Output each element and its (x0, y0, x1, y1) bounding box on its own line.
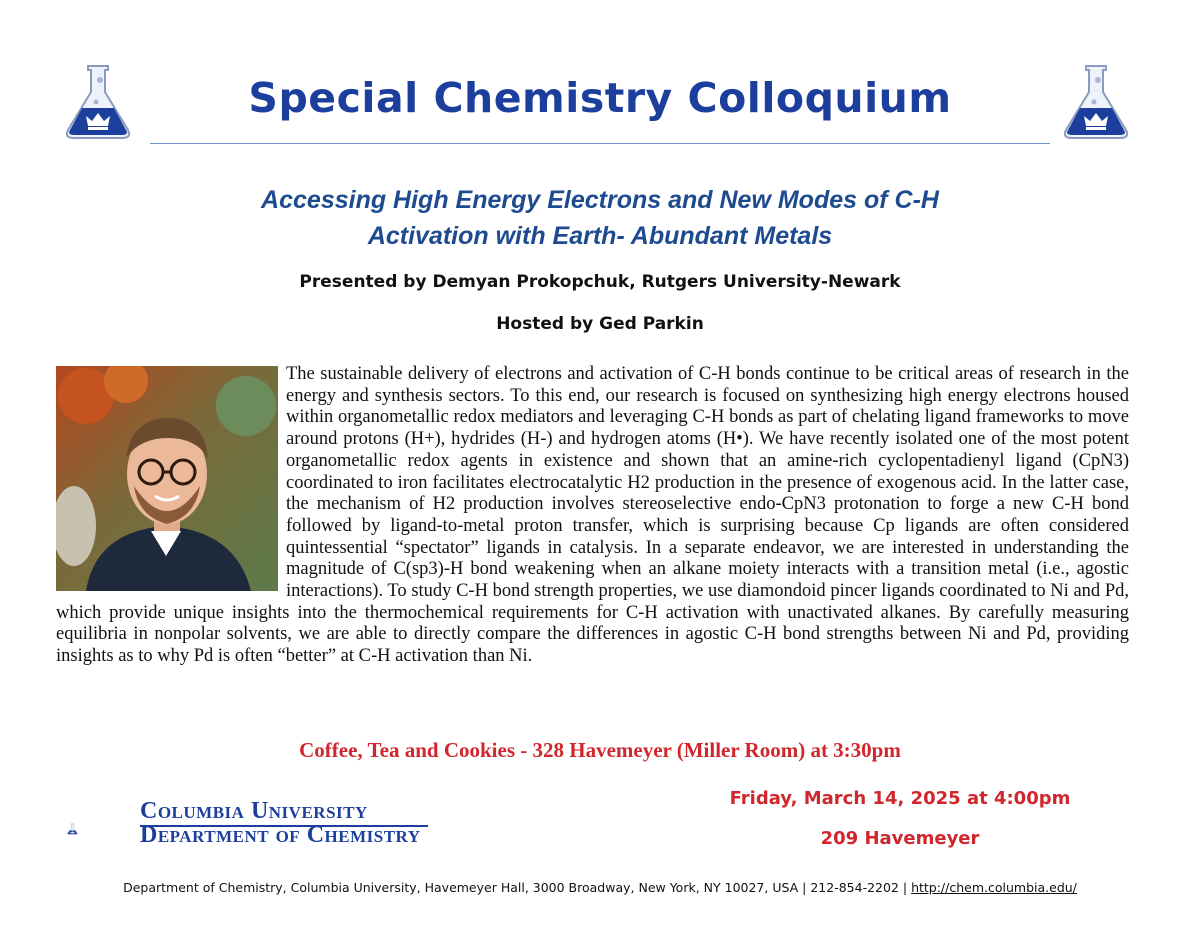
abstract-text: The sustainable delivery of electrons and activation of C-H bonds continue to be critical areas of research in the energy and synthesis sectors. To this end, our research is focused on synthesizing high energy electrons housed within organometallic redox mediators and leveraging C-H bonds as part of chelating ligand frameworks to move around protons (H+), hydrides (H-) and hydrogen atoms (H•). We have recently isolated one of the most potent organometallic redox agents in existence and shown that an amine-rich cyclopentadienyl ligand (CpN3) coordinated to iron facilitates electrocatalytic H2 production in the presence of exogenous acid. In the latter case, the mechanism of H2 production involves stereoselective endo-CpN3 protonation to forge a new C-H bond followed by ligand-to-metal proton transfer, which is surprising because Cp ligands are often considered quintessential “spectator” ligands in catalysis. In a separate endeavor, we are interested in understanding the magnitude of C(sp3)-H bond weakening when an alkane moiety interacts with a transition metal (i.e., agostic interactions). To study C-H bond strength properties, we use diamondoid pincer ligands coordinated to Ni and Pd, which provide unique insights into the thermochemical requirements for C-H activation with unactivated alkanes. By carefully measuring equilibria in nonpolar solvents, we are able to directly compare the differences in agostic C-H bond strengths between Ni and Pd, providing insights as to why Pd is often “better” at C-H activation than Ni. (56, 364, 1129, 667)
department-name-line-2: Department of Chemistry (140, 822, 421, 848)
speaker-photo (56, 366, 278, 591)
footer-website-link[interactable]: http://chem.columbia.edu/ (911, 880, 1077, 895)
host-line: Hosted by Ged Parkin (496, 314, 704, 334)
footer-address: Department of Chemistry, Columbia University, Havemeyer Hall, 3000 Broadway, New York, NY 10027, USA | 212-854-2202 | (123, 880, 912, 895)
flask-logo-icon (1060, 62, 1132, 142)
presenter-line: Presented by Demyan Prokopchuk, Rutgers University-Newark (299, 272, 901, 292)
talk-title (120, 182, 1080, 254)
department-flask-logo-icon (66, 798, 136, 860)
footer (50, 880, 1150, 895)
event-room: 209 Havemeyer (820, 828, 980, 849)
flask-logo-icon (62, 62, 134, 142)
abstract-block (56, 364, 1129, 668)
talk-title-line-2: Activation with Earth- Abundant Metals (367, 222, 833, 250)
page-title: Special Chemistry Colloquium (248, 74, 952, 122)
header-divider (150, 143, 1050, 144)
refreshments-note: Coffee, Tea and Cookies - 328 Havemeyer (Miller Room) at 3:30pm (299, 738, 901, 762)
talk-title-line-1: Accessing High Energy Electrons and New Modes of C-H (261, 186, 939, 214)
event-date: Friday, March 14, 2025 at 4:00pm (729, 788, 1071, 809)
department-name-line-1: Columbia University (140, 798, 368, 824)
